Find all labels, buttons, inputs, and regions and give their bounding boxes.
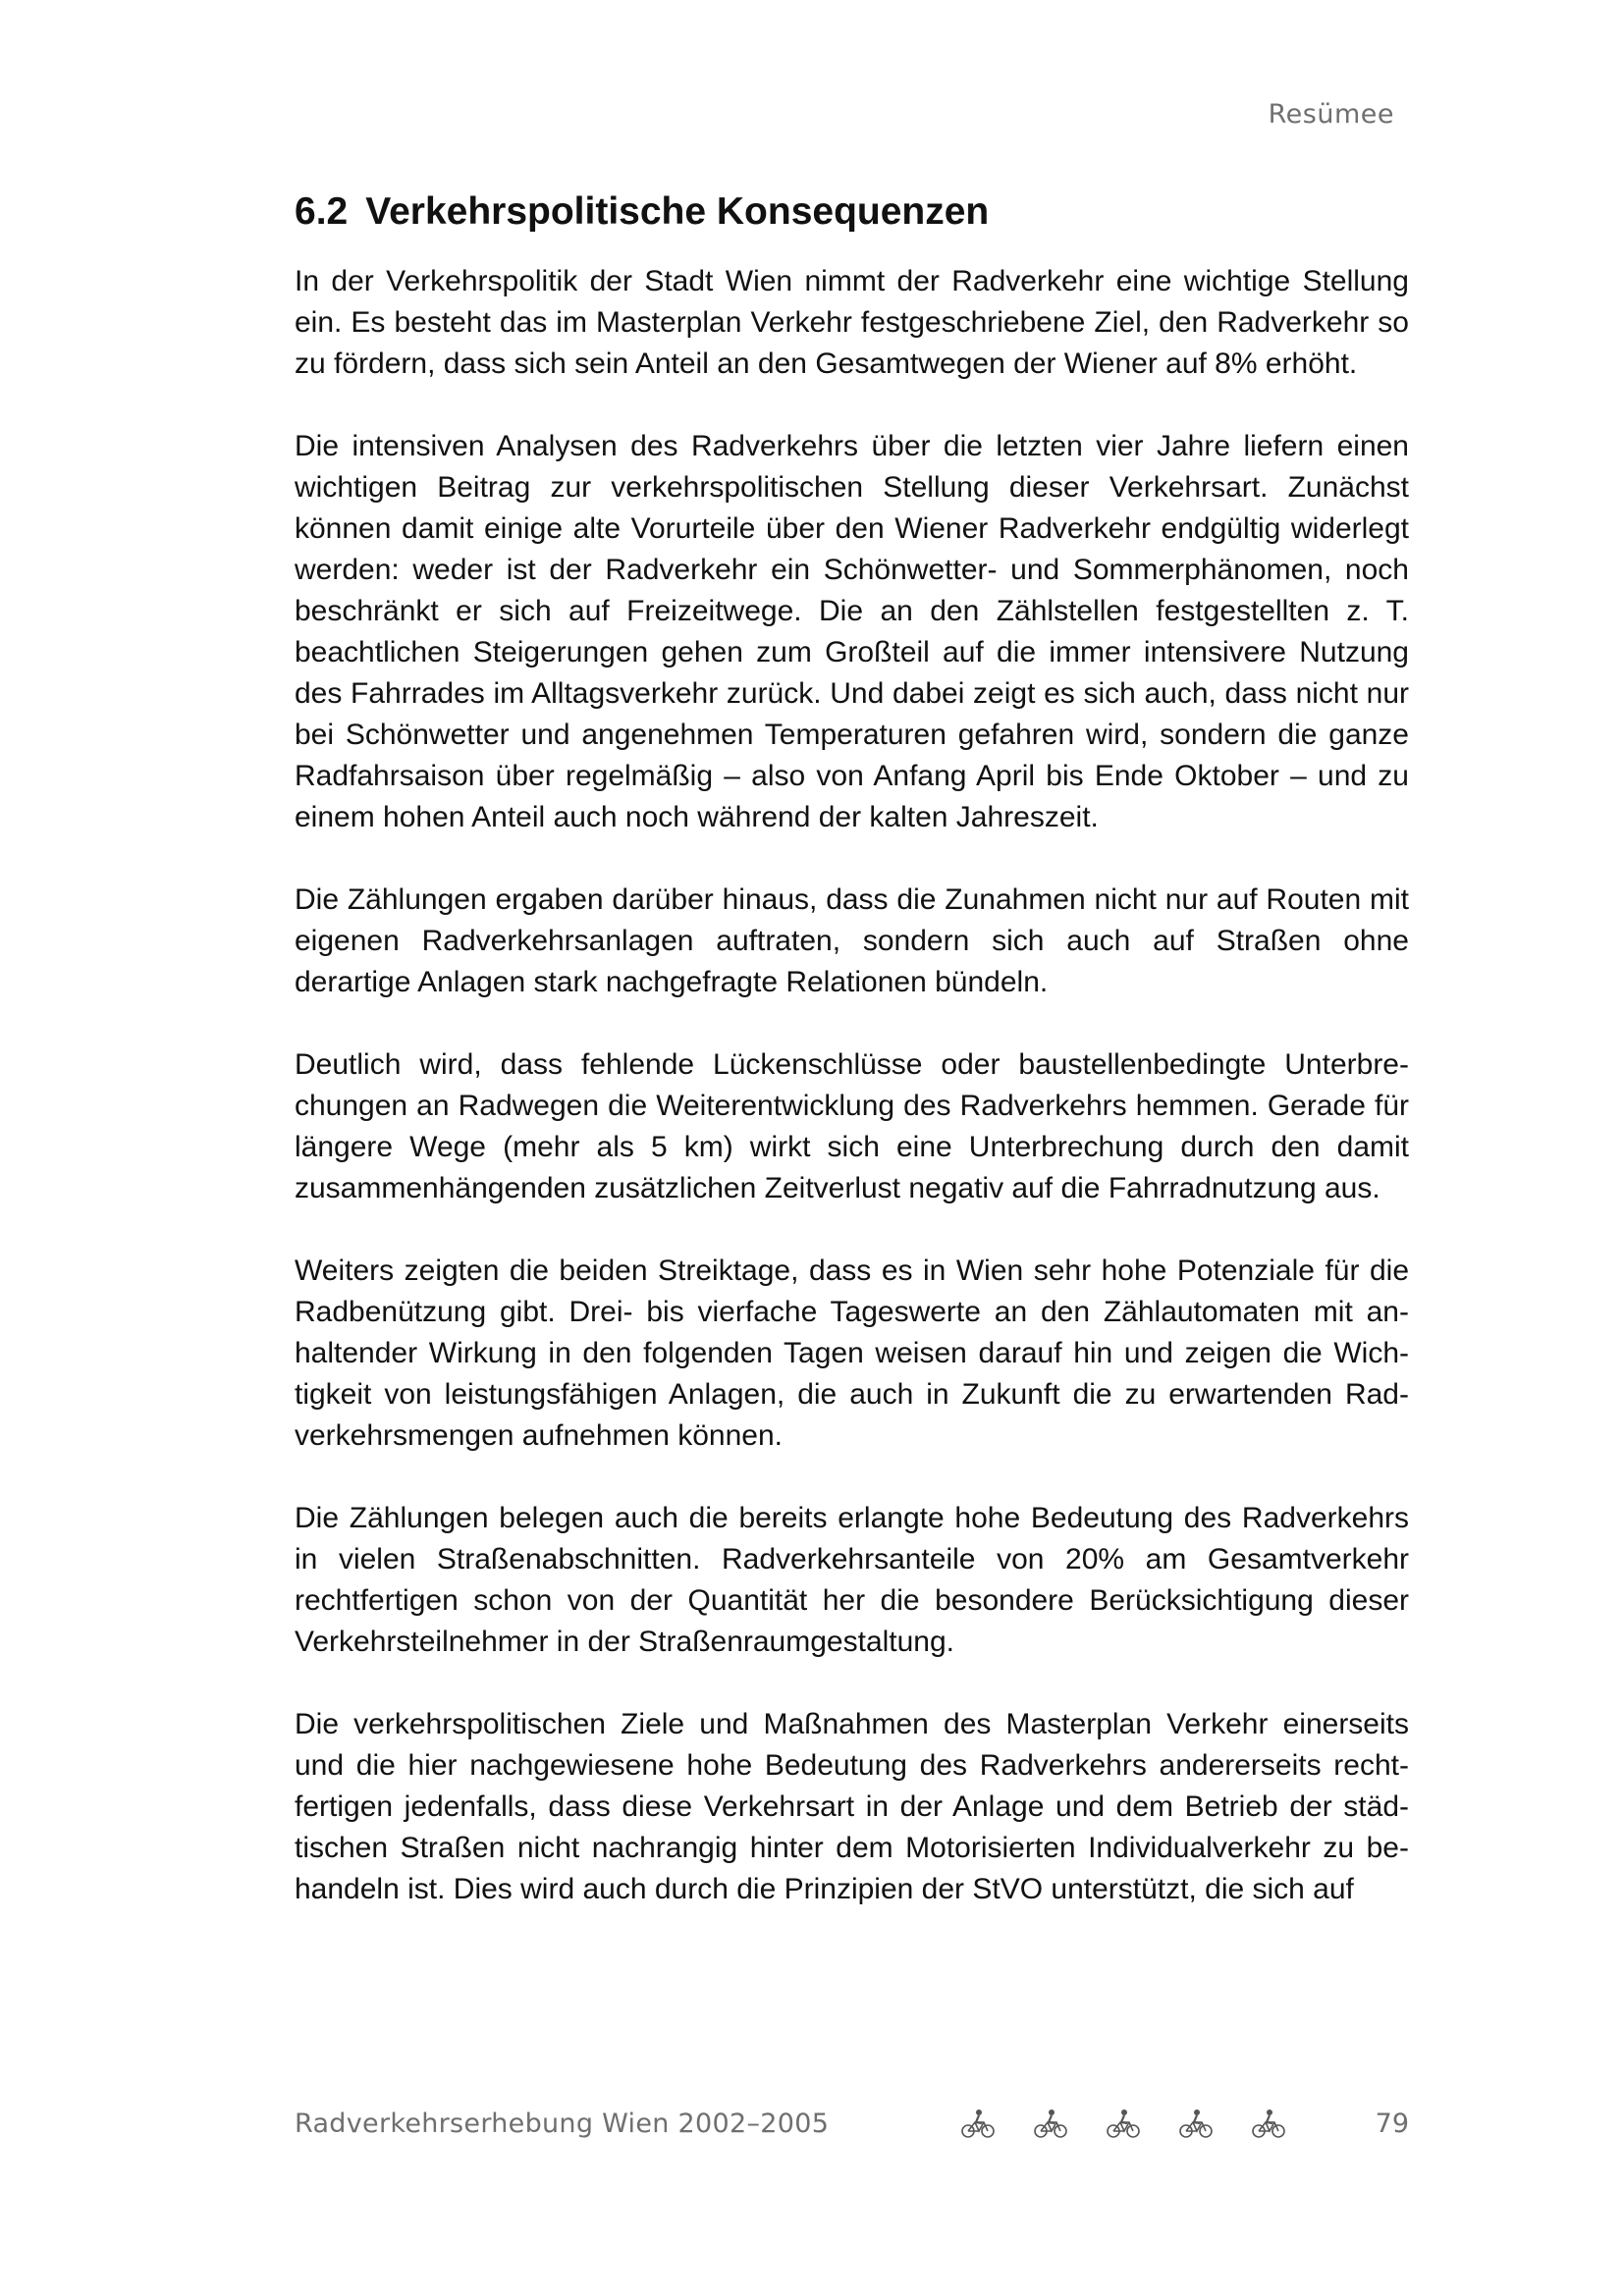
page-number: 79 — [1375, 2109, 1409, 2139]
paragraph: Die intensiven Analysen des Radverkehrs über die letzten vier Jahre liefern einen wichtigen Beitrag zur verkehrspolitischen Stellung dieser Verkehrsart. Zunächst können damit einige alte Vorurteile über den Wiener Radverkehr endgültig widerlegt werden: weder ist der Radverkehr ein Schönwetter- und Sommerphänomen, noch beschränkt er sich auf Freizeitwege. Die an den Zählstellen festgestellten z. T. beachtlichen Steigerungen gehen zum Großteil auf die immer intensivere Nutzung des Fahrrades im Alltagsverkehr zurück. Und dabei zeigt es sich auch, dass nicht nur bei Schönwetter und angenehmen Temperaturen gefahren wird, sondern die ganze Radfahrsaison über regelmäßig – also von Anfang April bis Ende Oktober – und zu einem hohen Anteil auch noch während der kalten Jahreszeit. — [295, 430, 1409, 833]
bicycle-icon — [1033, 2109, 1068, 2140]
paragraph: In der Verkehrspolitik der Stadt Wien nimmt der Radverkehr eine wichtige Stellung ein. Es besteht das im Masterplan Verkehr festgeschriebene Ziel, den Radverkehr so zu fördern, dass sich sein Anteil an den Gesamtwegen der Wiener auf 8% erhöht. — [295, 265, 1409, 380]
page-footer — [295, 2109, 1409, 2148]
section-number: 6.2 — [295, 190, 349, 233]
bicycle-icon — [960, 2109, 996, 2140]
bicycle-icon — [1106, 2109, 1141, 2140]
running-header: Resümee — [1268, 99, 1394, 130]
main-content — [295, 187, 1409, 1951]
footer-publication-title: Radverkehrserhebung Wien 2002–2005 — [295, 2109, 830, 2139]
section-title: Verkehrspolitische Konsequenzen — [365, 190, 990, 233]
paragraph: Die verkehrspolitischen Ziele und Maßnahmen des Masterplan Verkehr einerseits und die hier nachgewiesene hohe Bedeutung des Radverkehrs andererseits rechtfertigen jedenfalls, dass diese Verkehrsart in der Anlage und dem Betrieb der städtischen Straßen nicht nachrangig hinter dem Motorisierten Individualverkehr zu behandeln ist. Dies wird auch durch die Prinzipien der StVO unterstützt, die sich auf — [295, 1708, 1409, 1905]
paragraph: Die Zählungen belegen auch die bereits erlangte hohe Bedeutung des Radverkehrs in vielen Straßenabschnitten. Radverkehrsanteile von 20% am Gesamtverkehr rechtfertigen schon von der Quantität her die besondere Berücksichtigung dieser Verkehrsteilnehmer in der Straßenraumgestaltung. — [295, 1502, 1409, 1658]
bicycle-icon — [1251, 2109, 1286, 2140]
paragraph: Weiters zeigten die beiden Streiktage, dass es in Wien sehr hohe Potenziale für die Radbenützung gibt. Drei- bis vierfache Tageswerte an den Zählautomaten mit anhaltender Wirkung in den folgenden Tagen weisen darauf hin und zeigen die Wichtigkeit von leistungsfähigen Anlagen, die auch in Zukunft die zu erwartenden Radverkehrsmengen aufnehmen können. — [295, 1255, 1409, 1452]
bicycle-icon — [1178, 2109, 1214, 2140]
section-heading — [295, 187, 1409, 238]
paragraph: Die Zählungen ergaben darüber hinaus, dass die Zunahmen nicht nur auf Routen mit eigenen Radverkehrsanlagen auftraten, sondern sich auch auf Straßen ohne derartige Anlagen stark nachgefragte Relationen bündeln. — [295, 883, 1409, 998]
paragraph: Deutlich wird, dass fehlende Lückenschlüsse oder baustellenbedingte Unterbrechungen an Radwegen die Weiterentwicklung des Radverkehrs hemmen. Gerade für längere Wege (mehr als 5 km) wirkt sich eine Unterbrechung durch den damit zusammenhängenden zusätzlichen Zeitverlust negativ auf die Fahrradnutzung aus. — [295, 1048, 1409, 1204]
